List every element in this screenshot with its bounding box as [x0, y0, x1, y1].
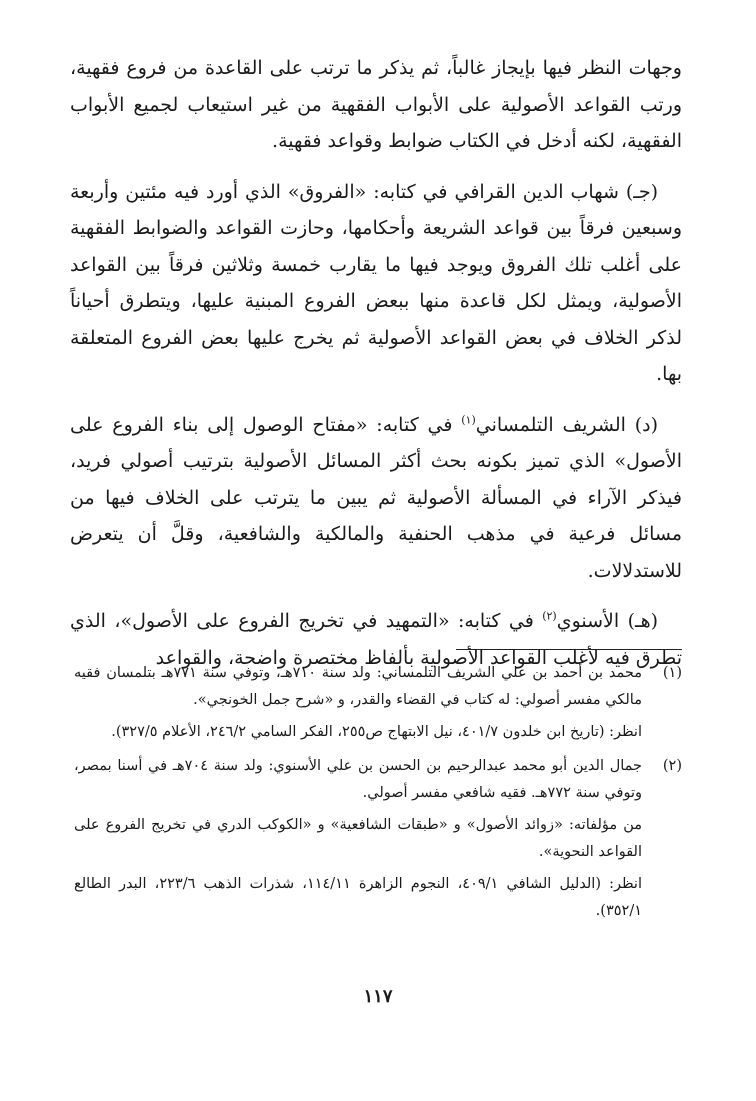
- footnote-ref-2[interactable]: (٢): [542, 609, 557, 623]
- page-number: ١١٧: [363, 986, 393, 1007]
- footnote-number: (٢): [662, 758, 682, 774]
- footnote-paragraph: انظر: (تاريخ ابن خلدون ٤٠١/٧، نيل الابتهاج ص٢٥٥، الفكر السامي ٢٤٦/٢، الأعلام ٣٢٧/٥).: [111, 724, 642, 740]
- paragraph-dal-body: في كتابه: «مفتاح الوصول إلى بناء الفروع على الأصول» الذي تميز بكونه بحث أكثر المسائل الأصولية بترتيب أصولي فريد، فيذكر الآراء في المسألة الأصولية ثم يبين ما يترتب على الخلاف فيها من مسائل فرعية في مذهب الحنفية والمالكية والشافعية، وقلَّ أن يتعرض للاستدلالات.: [70, 413, 682, 582]
- footnote-1: [74, 660, 682, 751]
- footnote-ref-1[interactable]: (١): [461, 413, 476, 427]
- footnote-paragraph: من مؤلفاته: «زوائد الأصول» و «طبقات الشافعية» و «الكوكب الدري في تخريج الفروع على القواعد النحوية».: [74, 817, 642, 860]
- footnote-number: (١): [662, 665, 682, 681]
- footnote-body: [74, 660, 642, 751]
- footnotes: [74, 660, 682, 932]
- footnote-body: [74, 753, 642, 930]
- paragraph-dal-lead: (د) الشريف التلمساني: [475, 413, 658, 436]
- footnote-paragraph: محمد بن أحمد بن علي الشريف التلمساني: ولد سنة ٧١٠هـ، وتوفي سنة ٧٧١هـ بتلمسان فقيه مالكي مفسر أصولي: له كتاب في القضاء والقدر، و «شرح جمل الخونجي».: [74, 665, 642, 708]
- paragraph-ha-body: في كتابه: «التمهيد في تخريج الفروع على الأصول»، الذي تطرق فيه لأغلب القواعد الأصولية بألفاظ مختصرة واضحة، والقواعد: [70, 610, 682, 669]
- main-text: [70, 50, 682, 690]
- footnote-paragraph: جمال الدين أبو محمد عبدالرحيم بن الحسن بن علي الأسنوي: ولد سنة ٧٠٤هـ في أسنا بمصر، وتوفي سنة ٧٧٢هـ. فقيه شافعي مفسر أصولي.: [74, 758, 642, 801]
- paragraph-intro: وجهات النظر فيها بإيجاز غالباً، ثم يذكر ما ترتب على القاعدة من فروع فقهية، ورتب القواعد الأصولية على الأبواب الفقهية من غير استيعاب لجميع الأبواب الفقهية، لكنه أدخل في الكتاب ضوابط وقواعد فقهية.: [70, 57, 682, 152]
- paragraph-ha-lead: (هـ) الأسنوي: [556, 610, 659, 632]
- paragraph-dal: [70, 407, 682, 590]
- paragraph-jim: (جـ) شهاب الدين القرافي في كتابه: «الفروق» الذي أورد فيه مئتين وأربعة وسبعين فرقاً بين قواعد الشريعة وأحكامها، وحازت القواعد والضوابط الفقهية على أغلب تلك الفروق ويوجد فيها ما يقارب خمسة وثلاثين فرقاً بين القواعد الأصولية، ويمثل لكل قاعدة منها ببعض الفروع المبنية عليها، ويتطرق أحياناً لذكر الخلاف في بعض القواعد الأصولية ثم يخرج عليها بعض الفروع المتعلقة بها.: [70, 180, 682, 385]
- footnote-separator: [456, 649, 682, 650]
- footnote-2: [74, 753, 682, 930]
- footnote-paragraph: انظر: (الدليل الشافي ٤٠٩/١، النجوم الزاهرة ١١٤/١١، شذرات الذهب ٢٢٣/٦، البدر الطالع ٣٥٢/١).: [74, 876, 642, 919]
